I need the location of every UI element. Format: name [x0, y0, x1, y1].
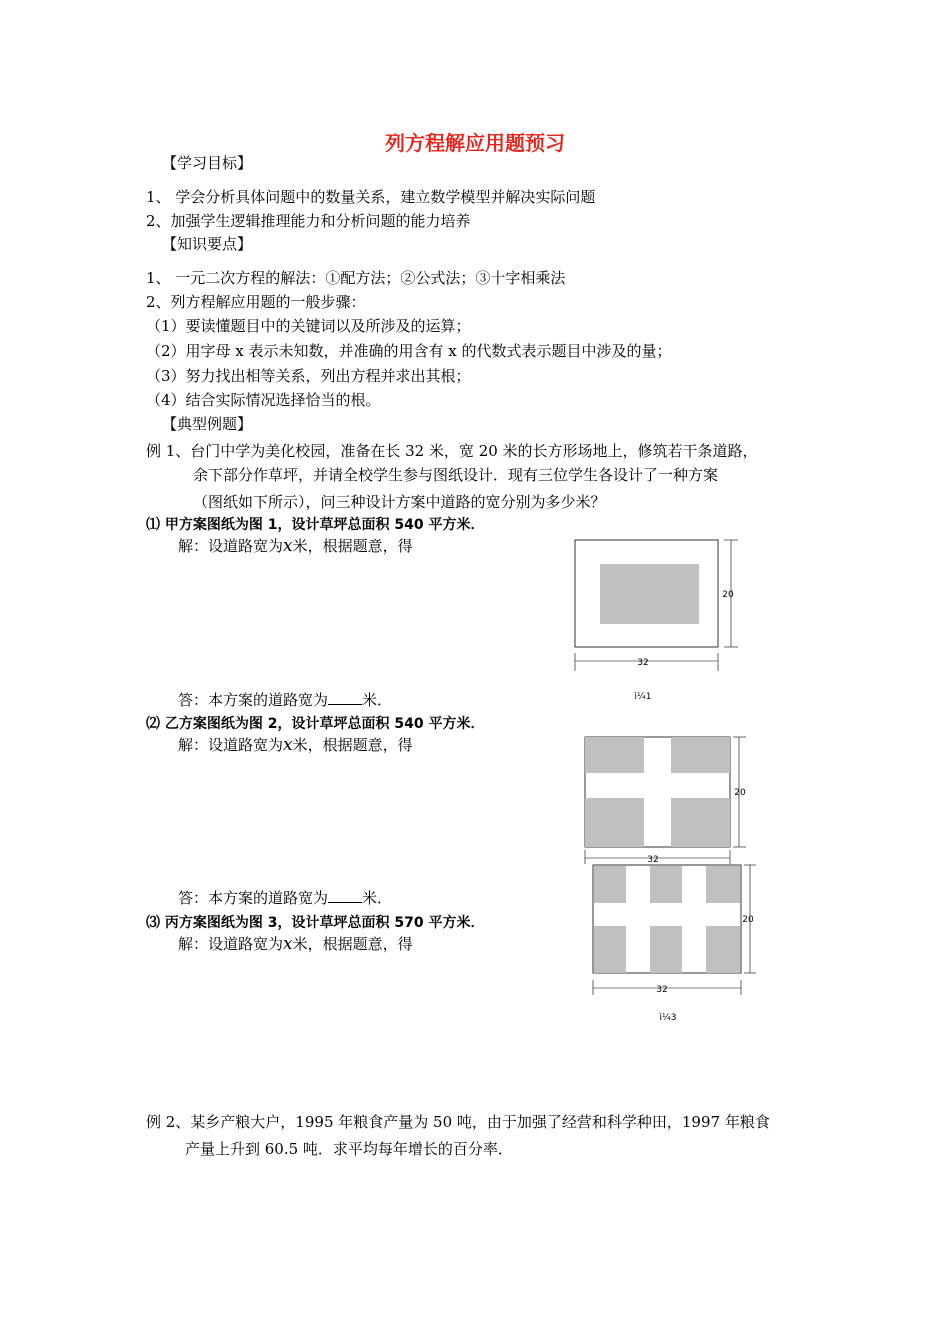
answer-prefix: 答：本方案的道路宽为 [178, 691, 329, 709]
variable-x: x [283, 536, 293, 556]
part2-heading: ⑵ 乙方案图纸为图 2，设计草坪总面积 540 平方米． [146, 716, 485, 732]
lawn [650, 866, 682, 903]
knowledge-heading: 【知识要点】 [162, 235, 253, 253]
example2-line1: 例 2、某乡产粮大户，1995 年粮食产量为 50 吨，由于加强了经营和科学种田，1997 年粮食 [146, 1113, 770, 1131]
answer-blank [328, 888, 362, 903]
part2-solution [178, 735, 413, 755]
solution-suffix: 米，根据题意，得 [292, 736, 413, 754]
example1-line2: 余下部分作草坪，并请全校学生参与图纸设计．现有三位学生各设计了一种方案 [193, 466, 719, 484]
height-label: 20 [722, 590, 734, 600]
part1-heading: ⑴ 甲方案图纸为图 1，设计草坪总面积 540 平方米． [146, 517, 485, 533]
solution-suffix: 米，根据题意，得 [292, 537, 413, 555]
part3-solution [178, 934, 413, 954]
solution-prefix: 解：设道路宽为 [178, 935, 284, 953]
answer-prefix: 答：本方案的道路宽为 [178, 889, 329, 907]
lawn [594, 926, 626, 973]
figure-caption: ì¼1 [634, 692, 652, 702]
knowledge-item-1: 1、 一元二次方程的解法：①配方法；②公式法；③十字相乘法 [146, 269, 566, 287]
solution-prefix: 解：设道路宽为 [178, 537, 284, 555]
part2-answer [178, 888, 392, 908]
figure-caption: ì¼3 [659, 1013, 677, 1023]
width-label: 32 [647, 855, 659, 865]
figure-2 [580, 732, 750, 867]
lawn [671, 737, 730, 773]
height-label: 20 [742, 915, 754, 925]
solution-suffix: 米，根据题意，得 [292, 935, 413, 953]
knowledge-step-3: （3）努力找出相等关系，列出方程并求出其根； [146, 367, 471, 385]
lawn [600, 564, 699, 624]
lawn [585, 737, 644, 773]
goals-heading: 【学习目标】 [162, 154, 253, 172]
solution-prefix: 解：设道路宽为 [178, 736, 284, 754]
answer-blank [328, 690, 362, 705]
example1-line1: 例 1、台门中学为美化校园，准备在长 32 米，宽 20 米的长方形场地上，修筑若干条道路， [146, 442, 758, 460]
example1-line3: （图纸如下所示），问三种设计方案中道路的宽分别为多少米？ [193, 493, 606, 511]
examples-heading: 【典型例题】 [162, 415, 253, 433]
height-label: 20 [734, 788, 746, 798]
part1-answer [178, 690, 392, 710]
figure-3 [588, 860, 758, 1030]
lawn [671, 798, 730, 847]
lawn [585, 798, 644, 847]
knowledge-step-2: （2）用字母 x 表示未知数，并准确的用含有 x 的代数式表示题目中涉及的量； [146, 342, 672, 360]
answer-suffix: 米． [362, 691, 393, 709]
variable-x: x [283, 735, 293, 755]
knowledge-step-1: （1）要读懂题目中的关键词以及所涉及的运算； [146, 317, 471, 335]
answer-suffix: 米． [362, 889, 393, 907]
part3-heading: ⑶ 丙方案图纸为图 3，设计草坪总面积 570 平方米． [146, 915, 485, 931]
page-title: 列方程解应用题预习 [385, 131, 565, 155]
goal-item-1: 1、 学会分析具体问题中的数量关系，建立数学模型并解决实际问题 [146, 188, 596, 206]
width-label: 32 [637, 658, 649, 668]
width-label: 32 [656, 985, 668, 995]
example2-line2: 产量上升到 60.5 吨．求平均每年增长的百分率． [185, 1140, 513, 1158]
lawn [706, 866, 740, 903]
knowledge-item-2: 2、列方程解应用题的一般步骤： [146, 293, 366, 311]
part1-solution [178, 536, 413, 556]
figure-1 [570, 535, 750, 710]
goal-item-2: 2、加强学生逻辑推理能力和分析问题的能力培养 [146, 212, 471, 230]
variable-x: x [283, 934, 293, 954]
lawn [594, 866, 626, 903]
lawn [706, 926, 740, 973]
lawn [650, 926, 682, 973]
knowledge-step-4: （4）结合实际情况选择恰当的根。 [146, 391, 381, 409]
